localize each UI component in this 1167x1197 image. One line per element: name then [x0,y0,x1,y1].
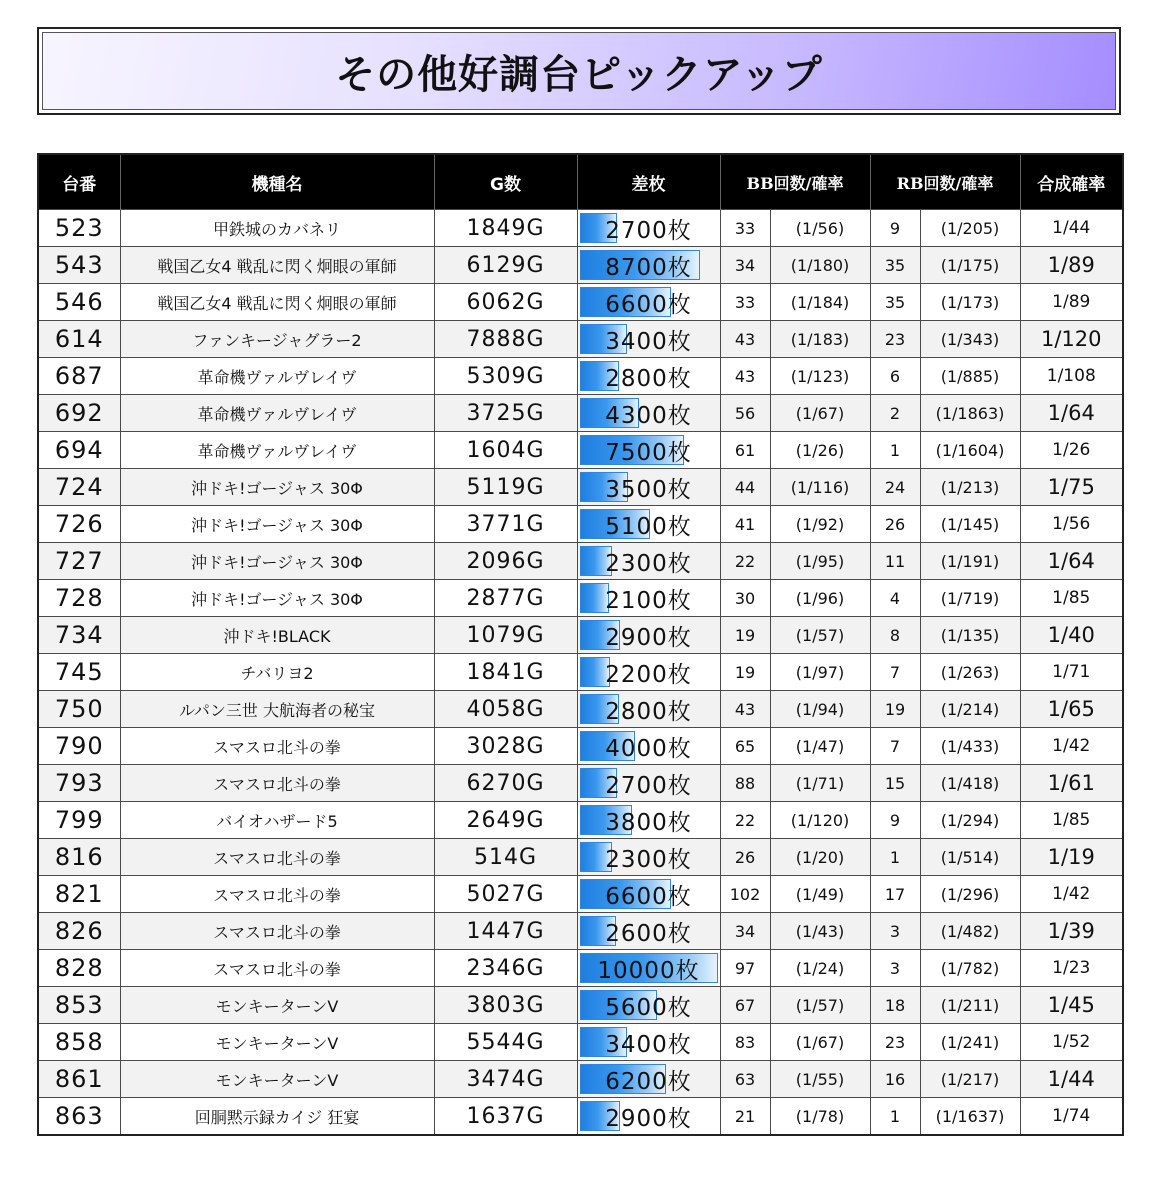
header-games: G数 [434,154,577,210]
bb-count: 22 [720,543,770,580]
machine-name: 革命機ヴァルヴレイヴ [120,395,434,432]
machine-number: 614 [38,321,120,358]
bb-count: 88 [720,765,770,802]
games-count: 1447G [434,913,577,950]
header-difference: 差枚 [577,154,720,210]
bb-count: 33 [720,284,770,321]
table-row [38,839,1123,876]
bb-count: 19 [720,654,770,691]
rb-count: 8 [870,617,920,654]
games-count: 2649G [434,802,577,839]
games-count: 6270G [434,765,577,802]
machine-name: ファンキージャグラー2 [120,321,434,358]
rb-rate: (1/205) [920,210,1020,247]
combined-rate: 1/89 [1020,247,1123,284]
games-count: 3725G [434,395,577,432]
difference-value: 4000枚 [605,735,692,762]
combined-rate: 1/61 [1020,765,1123,802]
machine-number: 799 [38,802,120,839]
combined-rate: 1/44 [1020,1061,1123,1098]
rb-rate: (1/296) [920,876,1020,913]
bb-rate: (1/26) [770,432,870,469]
difference-value: 4300枚 [605,402,692,429]
rb-count: 1 [870,839,920,876]
games-count: 3028G [434,728,577,765]
difference-cell [577,913,720,950]
rb-rate: (1/1637) [920,1098,1020,1136]
games-count: 1849G [434,210,577,247]
combined-rate: 1/56 [1020,506,1123,543]
difference-value: 2300枚 [605,550,692,577]
table-row [38,469,1123,506]
difference-value: 5600枚 [605,994,692,1021]
combined-rate: 1/45 [1020,987,1123,1024]
machine-name: 沖ドキ!ゴージャス 30Φ [120,506,434,543]
machine-name: 沖ドキ!ゴージャス 30Φ [120,469,434,506]
machine-name: モンキーターンV [120,1024,434,1061]
bb-rate: (1/49) [770,876,870,913]
machine-number: 523 [38,210,120,247]
bb-rate: (1/24) [770,950,870,987]
header-machine-number: 台番 [38,154,120,210]
difference-value: 3800枚 [605,809,692,836]
bb-rate: (1/56) [770,210,870,247]
rb-count: 7 [870,728,920,765]
rb-count: 19 [870,691,920,728]
rb-count: 15 [870,765,920,802]
bb-count: 61 [720,432,770,469]
table-row [38,765,1123,802]
table-row [38,321,1123,358]
bb-rate: (1/183) [770,321,870,358]
difference-cell [577,284,720,321]
games-count: 1637G [434,1098,577,1136]
combined-rate: 1/44 [1020,210,1123,247]
rb-count: 18 [870,987,920,1024]
bb-rate: (1/94) [770,691,870,728]
combined-rate: 1/23 [1020,950,1123,987]
bb-rate: (1/47) [770,728,870,765]
bb-rate: (1/57) [770,987,870,1024]
bb-rate: (1/97) [770,654,870,691]
table-row [38,210,1123,247]
difference-cell [577,654,720,691]
games-count: 1079G [434,617,577,654]
rb-rate: (1/514) [920,839,1020,876]
machine-number: 692 [38,395,120,432]
bb-count: 63 [720,1061,770,1098]
games-count: 3474G [434,1061,577,1098]
rb-rate: (1/1863) [920,395,1020,432]
bb-rate: (1/57) [770,617,870,654]
rb-count: 26 [870,506,920,543]
difference-cell [577,1024,720,1061]
combined-rate: 1/120 [1020,321,1123,358]
machine-name: チバリヨ2 [120,654,434,691]
combined-rate: 1/52 [1020,1024,1123,1061]
difference-value: 2200枚 [605,661,692,688]
machine-number: 726 [38,506,120,543]
machine-name: スマスロ北斗の拳 [120,765,434,802]
difference-value: 2900枚 [605,624,692,651]
difference-cell [577,247,720,284]
bb-rate: (1/20) [770,839,870,876]
bb-count: 19 [720,617,770,654]
combined-rate: 1/89 [1020,284,1123,321]
rb-count: 4 [870,580,920,617]
machine-name: 甲鉄城のカバネリ [120,210,434,247]
machine-number: 727 [38,543,120,580]
machine-name: 革命機ヴァルヴレイヴ [120,432,434,469]
rb-rate: (1/1604) [920,432,1020,469]
difference-value: 6600枚 [605,883,692,910]
machine-name: スマスロ北斗の拳 [120,876,434,913]
difference-value: 6200枚 [605,1068,692,1095]
table-row [38,913,1123,950]
combined-rate: 1/108 [1020,358,1123,395]
difference-cell [577,728,720,765]
machine-number: 724 [38,469,120,506]
bb-count: 43 [720,321,770,358]
combined-rate: 1/85 [1020,580,1123,617]
machine-number: 687 [38,358,120,395]
bb-count: 102 [720,876,770,913]
table-header-row [38,154,1123,210]
bb-rate: (1/55) [770,1061,870,1098]
difference-cell [577,580,720,617]
machine-number: 728 [38,580,120,617]
difference-value: 2100枚 [605,587,692,614]
bb-count: 43 [720,358,770,395]
rb-count: 23 [870,1024,920,1061]
table-row [38,691,1123,728]
difference-cell [577,506,720,543]
difference-cell [577,802,720,839]
difference-cell [577,321,720,358]
combined-rate: 1/40 [1020,617,1123,654]
rb-rate: (1/191) [920,543,1020,580]
machine-name: 沖ドキ!ゴージャス 30Φ [120,580,434,617]
rb-rate: (1/719) [920,580,1020,617]
machine-name: スマスロ北斗の拳 [120,950,434,987]
table-row [38,802,1123,839]
rb-rate: (1/214) [920,691,1020,728]
machine-number: 543 [38,247,120,284]
bb-count: 56 [720,395,770,432]
combined-rate: 1/64 [1020,543,1123,580]
combined-rate: 1/85 [1020,802,1123,839]
difference-value: 8700枚 [605,254,692,281]
machine-number: 853 [38,987,120,1024]
bb-count: 30 [720,580,770,617]
table-row [38,543,1123,580]
difference-cell [577,358,720,395]
rb-count: 9 [870,802,920,839]
games-count: 6129G [434,247,577,284]
rb-count: 16 [870,1061,920,1098]
machine-name: 革命機ヴァルヴレイヴ [120,358,434,395]
bb-count: 83 [720,1024,770,1061]
difference-value: 3500枚 [605,476,692,503]
rb-rate: (1/782) [920,950,1020,987]
difference-value: 2600枚 [605,920,692,947]
difference-value: 2300枚 [605,846,692,873]
table-body [38,210,1123,1136]
bb-count: 34 [720,913,770,950]
rb-rate: (1/145) [920,506,1020,543]
combined-rate: 1/71 [1020,654,1123,691]
difference-value: 2900枚 [605,1105,692,1132]
rb-rate: (1/173) [920,284,1020,321]
difference-cell [577,617,720,654]
table-row [38,247,1123,284]
difference-value: 2800枚 [605,365,692,392]
machine-number: 734 [38,617,120,654]
games-count: 2346G [434,950,577,987]
combined-rate: 1/26 [1020,432,1123,469]
rb-rate: (1/263) [920,654,1020,691]
machine-name: モンキーターンV [120,987,434,1024]
games-count: 2877G [434,580,577,617]
machine-name: スマスロ北斗の拳 [120,839,434,876]
machine-name: 沖ドキ!BLACK [120,617,434,654]
rb-rate: (1/135) [920,617,1020,654]
games-count: 3771G [434,506,577,543]
rb-count: 17 [870,876,920,913]
bb-count: 43 [720,691,770,728]
difference-cell [577,691,720,728]
rb-rate: (1/217) [920,1061,1020,1098]
games-count: 5544G [434,1024,577,1061]
machine-number: 816 [38,839,120,876]
bb-rate: (1/120) [770,802,870,839]
combined-rate: 1/65 [1020,691,1123,728]
bb-count: 33 [720,210,770,247]
difference-cell [577,1098,720,1136]
machine-number: 826 [38,913,120,950]
header-machine-name: 機種名 [120,154,434,210]
machine-number: 863 [38,1098,120,1136]
rb-rate: (1/241) [920,1024,1020,1061]
difference-value: 3400枚 [605,1031,692,1058]
rb-rate: (1/294) [920,802,1020,839]
rb-count: 23 [870,321,920,358]
rb-count: 6 [870,358,920,395]
bb-rate: (1/180) [770,247,870,284]
bb-rate: (1/67) [770,1024,870,1061]
combined-rate: 1/42 [1020,728,1123,765]
machine-number: 694 [38,432,120,469]
bb-rate: (1/123) [770,358,870,395]
table-row [38,876,1123,913]
combined-rate: 1/19 [1020,839,1123,876]
combined-rate: 1/39 [1020,913,1123,950]
table-row [38,432,1123,469]
table-row [38,358,1123,395]
table-row [38,284,1123,321]
machine-number: 745 [38,654,120,691]
difference-cell [577,950,720,987]
rb-count: 9 [870,210,920,247]
rb-count: 1 [870,1098,920,1136]
bb-rate: (1/43) [770,913,870,950]
table-row [38,617,1123,654]
rb-count: 24 [870,469,920,506]
bb-count: 67 [720,987,770,1024]
bb-count: 34 [720,247,770,284]
difference-cell [577,469,720,506]
combined-rate: 1/64 [1020,395,1123,432]
difference-cell [577,1061,720,1098]
combined-rate: 1/42 [1020,876,1123,913]
difference-cell [577,395,720,432]
rb-count: 3 [870,950,920,987]
table-row [38,506,1123,543]
games-count: 1841G [434,654,577,691]
bb-count: 21 [720,1098,770,1136]
games-count: 4058G [434,691,577,728]
table-row [38,987,1123,1024]
rb-rate: (1/175) [920,247,1020,284]
bb-rate: (1/71) [770,765,870,802]
machine-number: 828 [38,950,120,987]
rb-count: 2 [870,395,920,432]
difference-cell [577,432,720,469]
rb-rate: (1/211) [920,987,1020,1024]
bb-rate: (1/96) [770,580,870,617]
difference-value: 5100枚 [605,513,692,540]
machine-name: 沖ドキ!ゴージャス 30Φ [120,543,434,580]
rb-rate: (1/433) [920,728,1020,765]
difference-cell [577,839,720,876]
difference-value: 7500枚 [605,439,692,466]
machine-name: モンキーターンV [120,1061,434,1098]
machine-number: 821 [38,876,120,913]
rb-rate: (1/885) [920,358,1020,395]
bb-count: 26 [720,839,770,876]
bb-rate: (1/184) [770,284,870,321]
games-count: 5027G [434,876,577,913]
table-row [38,1024,1123,1061]
bb-rate: (1/78) [770,1098,870,1136]
bb-rate: (1/116) [770,469,870,506]
bb-count: 44 [720,469,770,506]
difference-value: 10000枚 [597,957,700,984]
rb-rate: (1/213) [920,469,1020,506]
difference-value: 2700枚 [605,772,692,799]
machine-name: バイオハザード5 [120,802,434,839]
bb-count: 97 [720,950,770,987]
rb-count: 3 [870,913,920,950]
games-count: 1604G [434,432,577,469]
rb-count: 35 [870,284,920,321]
difference-cell [577,876,720,913]
difference-cell [577,987,720,1024]
machine-number: 861 [38,1061,120,1098]
machine-name: 戦国乙女4 戦乱に閃く炯眼の軍師 [120,247,434,284]
games-count: 2096G [434,543,577,580]
games-count: 3803G [434,987,577,1024]
table-row [38,1061,1123,1098]
games-count: 6062G [434,284,577,321]
difference-value: 2800枚 [605,698,692,725]
machine-number: 793 [38,765,120,802]
rb-rate: (1/482) [920,913,1020,950]
rb-count: 11 [870,543,920,580]
title-banner [37,27,1121,115]
machine-number: 750 [38,691,120,728]
header-combined-rate: 合成確率 [1020,154,1123,210]
table-row [38,728,1123,765]
table-row [38,654,1123,691]
difference-value: 2700枚 [605,217,692,244]
combined-rate: 1/75 [1020,469,1123,506]
machine-name: 戦国乙女4 戦乱に閃く炯眼の軍師 [120,284,434,321]
rb-count: 7 [870,654,920,691]
bb-count: 22 [720,802,770,839]
rb-rate: (1/418) [920,765,1020,802]
rb-rate: (1/343) [920,321,1020,358]
header-bb: BB回数/確率 [720,154,870,210]
machine-number: 790 [38,728,120,765]
bb-count: 41 [720,506,770,543]
machine-name: スマスロ北斗の拳 [120,728,434,765]
games-count: 5119G [434,469,577,506]
pickup-table [37,153,1124,1136]
bb-rate: (1/67) [770,395,870,432]
machine-name: スマスロ北斗の拳 [120,913,434,950]
games-count: 514G [434,839,577,876]
difference-value: 3400枚 [605,328,692,355]
table-row [38,580,1123,617]
difference-value: 6600枚 [605,291,692,318]
table-row [38,395,1123,432]
games-count: 7888G [434,321,577,358]
games-count: 5309G [434,358,577,395]
difference-cell [577,210,720,247]
bb-rate: (1/95) [770,543,870,580]
rb-count: 1 [870,432,920,469]
header-rb: RB回数/確率 [870,154,1020,210]
combined-rate: 1/74 [1020,1098,1123,1136]
table-row [38,1098,1123,1136]
rb-count: 35 [870,247,920,284]
bb-count: 65 [720,728,770,765]
title-banner-inner [42,32,1116,110]
machine-number: 858 [38,1024,120,1061]
bb-rate: (1/92) [770,506,870,543]
page-title: その他好調台ピックアップ [335,51,823,98]
machine-number: 546 [38,284,120,321]
table-row [38,950,1123,987]
difference-cell [577,543,720,580]
difference-cell [577,765,720,802]
machine-name: ルパン三世 大航海者の秘宝 [120,691,434,728]
machine-name: 回胴黙示録カイジ 狂宴 [120,1098,434,1136]
